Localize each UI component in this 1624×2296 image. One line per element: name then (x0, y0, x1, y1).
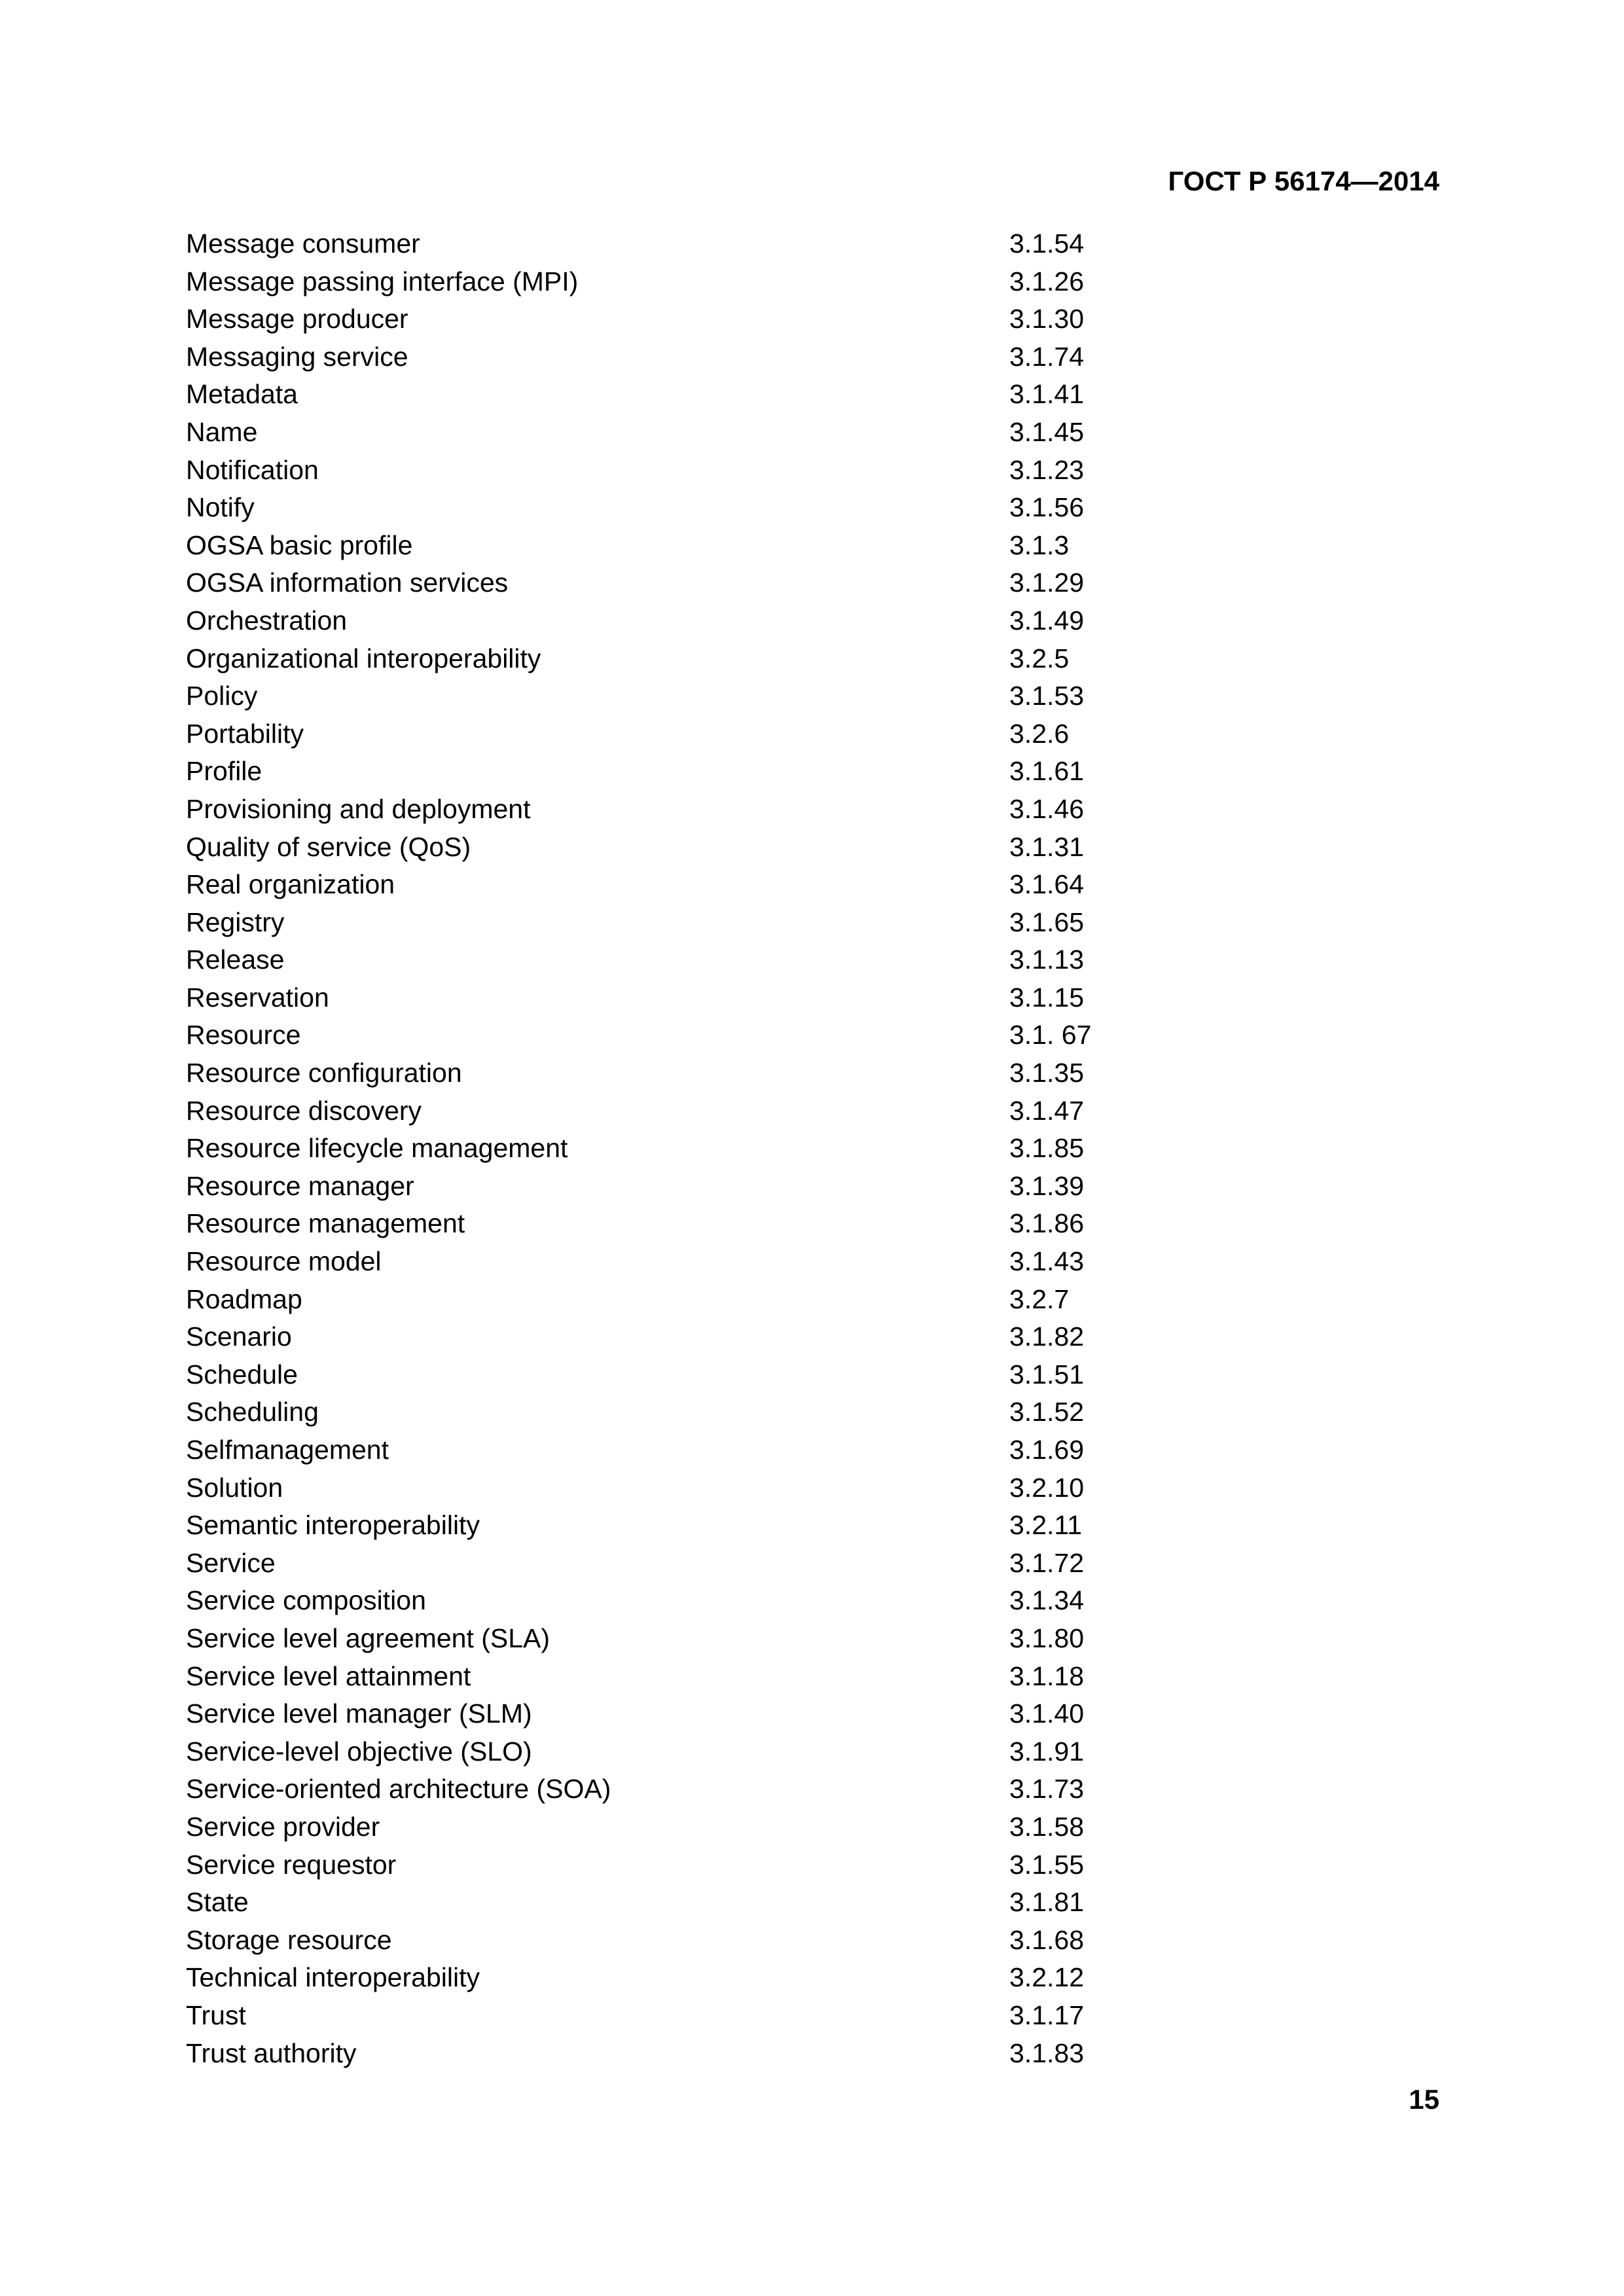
index-section-ref: 3.1.54 (1009, 228, 1084, 259)
index-section-ref: 3.1.41 (1009, 379, 1084, 410)
index-section-ref: 3.1.56 (1009, 492, 1084, 523)
index-section-ref: 3.1.17 (1009, 2000, 1084, 2030)
index-entry (186, 1658, 1168, 1696)
index-entry (186, 829, 1168, 867)
index-section-ref: 3.2.11 (1009, 1510, 1082, 1541)
index-section-ref: 3.1.29 (1009, 567, 1084, 598)
index-section-ref: 3.1.26 (1009, 266, 1084, 296)
index-entry (186, 564, 1168, 602)
index-term: Service-oriented architecture (SOA) (186, 1774, 611, 1804)
index-entry (186, 300, 1168, 338)
page-number: 15 (1409, 2084, 1439, 2115)
index-section-ref: 3.1.23 (1009, 454, 1084, 485)
index-term: Solution (186, 1472, 283, 1503)
index-entry (186, 489, 1168, 527)
index-section-ref: 3.1.18 (1009, 1660, 1084, 1691)
index-term: Resource management (186, 1208, 465, 1239)
index-term: Orchestration (186, 605, 348, 636)
index-entry (186, 1205, 1168, 1243)
index-entry (186, 338, 1168, 376)
index-entry (186, 640, 1168, 678)
index-entry (186, 904, 1168, 942)
index-section-ref: 3.1.80 (1009, 1623, 1084, 1653)
index-section-ref: 3.1.53 (1009, 681, 1084, 711)
index-term: Registry (186, 906, 285, 937)
index-entry (186, 1168, 1168, 1206)
document-code-header: ГОСТ Р 56174—2014 (1168, 166, 1439, 196)
index-entry (186, 1846, 1168, 1884)
index-entry (186, 1431, 1168, 1469)
index-entry (186, 1770, 1168, 1808)
index-entry (186, 1016, 1168, 1054)
index-section-ref: 3.1.81 (1009, 1887, 1084, 1918)
index-section-ref: 3.1.15 (1009, 982, 1084, 1013)
index-section-ref: 3.1. 67 (1009, 1020, 1092, 1050)
index-section-ref: 3.1.83 (1009, 2037, 1084, 2068)
index-entry (186, 1884, 1168, 1922)
index-term: Scheduling (186, 1397, 319, 1427)
index-term: Policy (186, 681, 258, 711)
index-entry (186, 1959, 1168, 1997)
index-term: Profile (186, 756, 262, 787)
index-term: Service-level objective (SLO) (186, 1736, 532, 1767)
index-entry (186, 1922, 1168, 1960)
index-term: Service provider (186, 1811, 380, 1842)
index-term: Technical interoperability (186, 1962, 480, 1993)
index-section-ref: 3.1.55 (1009, 1849, 1084, 1880)
index-section-ref: 3.2.10 (1009, 1472, 1084, 1503)
index-section-ref: 3.1.72 (1009, 1547, 1084, 1578)
index-section-ref: 3.2.5 (1009, 643, 1070, 673)
index-term: OGSA basic profile (186, 529, 413, 560)
index-entry (186, 941, 1168, 979)
index-entry (186, 753, 1168, 791)
term-index-list (186, 225, 1168, 2072)
index-term: Storage resource (186, 1924, 392, 1955)
index-entry (186, 1130, 1168, 1168)
index-entry (186, 2035, 1168, 2073)
index-section-ref: 3.1.3 (1009, 529, 1070, 560)
index-section-ref: 3.1.49 (1009, 605, 1084, 636)
index-term: State (186, 1887, 249, 1918)
index-entry (186, 715, 1168, 753)
index-term: Resource (186, 1020, 301, 1050)
index-term: Name (186, 416, 258, 447)
index-entry (186, 1243, 1168, 1281)
index-section-ref: 3.1.43 (1009, 1246, 1084, 1277)
index-section-ref: 3.1.39 (1009, 1170, 1084, 1201)
index-term: Roadmap (186, 1283, 302, 1314)
index-section-ref: 3.1.47 (1009, 1095, 1084, 1126)
index-section-ref: 3.1.68 (1009, 1924, 1084, 1955)
index-section-ref: 3.2.12 (1009, 1962, 1084, 1993)
index-term: Quality of service (QoS) (186, 831, 471, 862)
index-entry (186, 1620, 1168, 1658)
index-term: Message consumer (186, 228, 420, 259)
index-term: Message producer (186, 304, 408, 334)
index-entry (186, 1733, 1168, 1771)
index-entry (186, 225, 1168, 263)
index-term: Resource lifecycle management (186, 1133, 568, 1164)
index-term: Resource model (186, 1246, 382, 1277)
index-section-ref: 3.1.58 (1009, 1811, 1084, 1842)
index-section-ref: 3.1.31 (1009, 831, 1084, 862)
index-entry (186, 1281, 1168, 1319)
index-entry (186, 979, 1168, 1017)
index-term: Resource configuration (186, 1058, 462, 1088)
index-term: Resource manager (186, 1170, 414, 1201)
index-entry (186, 791, 1168, 829)
index-term: Semantic interoperability (186, 1510, 480, 1541)
index-section-ref: 3.1.73 (1009, 1774, 1084, 1804)
index-term: Scenario (186, 1321, 292, 1352)
index-section-ref: 3.1.64 (1009, 869, 1084, 900)
index-term: Trust authority (186, 2037, 357, 2068)
index-term: Portability (186, 718, 304, 749)
index-section-ref: 3.1.82 (1009, 1321, 1084, 1352)
index-term: Notification (186, 454, 319, 485)
index-term: OGSA information services (186, 567, 509, 598)
index-section-ref: 3.2.6 (1009, 718, 1070, 749)
index-section-ref: 3.1.30 (1009, 304, 1084, 334)
index-entry (186, 1318, 1168, 1356)
index-entry (186, 376, 1168, 414)
index-section-ref: 3.1.69 (1009, 1435, 1084, 1465)
index-entry (186, 1507, 1168, 1545)
index-term: Real organization (186, 869, 395, 900)
index-term: Service level agreement (SLA) (186, 1623, 550, 1653)
index-term: Release (186, 944, 285, 975)
index-entry (186, 414, 1168, 452)
index-entry (186, 1997, 1168, 2035)
index-section-ref: 3.1.34 (1009, 1585, 1084, 1616)
index-section-ref: 3.1.65 (1009, 906, 1084, 937)
index-term: Service level manager (SLM) (186, 1698, 532, 1729)
index-section-ref: 3.1.51 (1009, 1359, 1084, 1390)
index-term: Service level attainment (186, 1660, 471, 1691)
index-term: Messaging service (186, 341, 408, 372)
index-term: Service requestor (186, 1849, 397, 1880)
index-entry (186, 452, 1168, 490)
index-entry (186, 263, 1168, 301)
index-entry (186, 602, 1168, 640)
index-entry (186, 866, 1168, 904)
index-term: Trust (186, 2000, 246, 2030)
index-entry (186, 1808, 1168, 1846)
index-entry (186, 1092, 1168, 1130)
index-section-ref: 3.1.13 (1009, 944, 1084, 975)
index-term: Organizational interoperability (186, 643, 541, 673)
index-entry (186, 677, 1168, 715)
index-term: Schedule (186, 1359, 298, 1390)
index-entry (186, 1582, 1168, 1620)
index-term: Resource discovery (186, 1095, 422, 1126)
index-section-ref: 3.1.45 (1009, 416, 1084, 447)
index-section-ref: 3.1.52 (1009, 1397, 1084, 1427)
index-section-ref: 3.1.46 (1009, 793, 1084, 824)
index-section-ref: 3.1.86 (1009, 1208, 1084, 1239)
index-term: Service (186, 1547, 276, 1578)
index-term: Selfmanagement (186, 1435, 389, 1465)
index-entry (186, 1469, 1168, 1507)
index-section-ref: 3.1.85 (1009, 1133, 1084, 1164)
index-term: Service composition (186, 1585, 426, 1616)
index-section-ref: 3.1.40 (1009, 1698, 1084, 1729)
index-entry (186, 1393, 1168, 1431)
index-section-ref: 3.2.7 (1009, 1283, 1070, 1314)
index-entry (186, 527, 1168, 565)
index-term: Metadata (186, 379, 298, 410)
index-section-ref: 3.1.91 (1009, 1736, 1084, 1767)
index-term: Message passing interface (MPI) (186, 266, 579, 296)
index-term: Provisioning and deployment (186, 793, 531, 824)
index-term: Reservation (186, 982, 329, 1013)
index-entry (186, 1054, 1168, 1092)
index-entry (186, 1356, 1168, 1394)
index-term: Notify (186, 492, 255, 523)
index-section-ref: 3.1.35 (1009, 1058, 1084, 1088)
index-entry (186, 1695, 1168, 1733)
index-entry (186, 1545, 1168, 1583)
index-section-ref: 3.1.74 (1009, 341, 1084, 372)
index-section-ref: 3.1.61 (1009, 756, 1084, 787)
